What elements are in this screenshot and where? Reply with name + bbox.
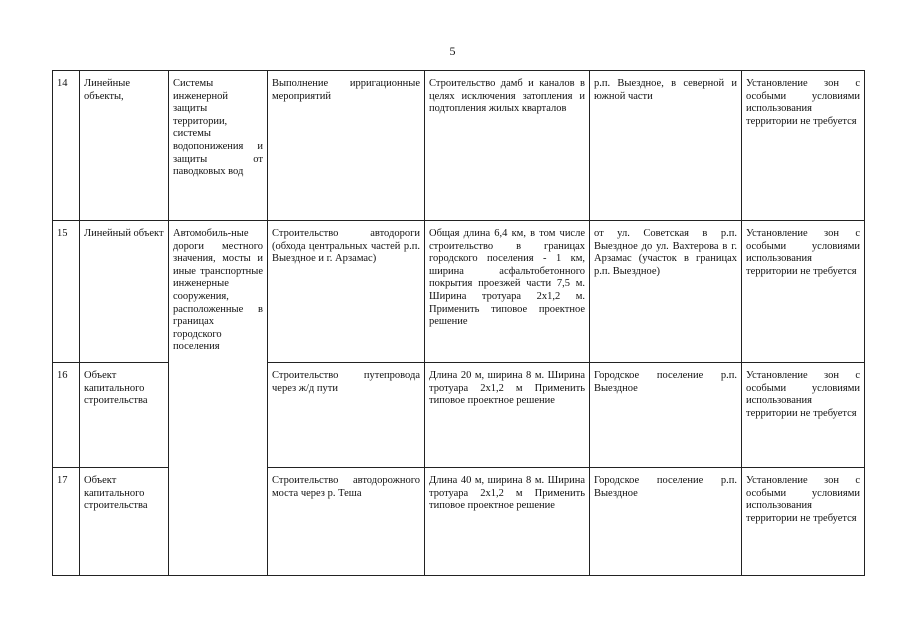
object-location: р.п. Выездное, в северной и южной части (590, 71, 742, 221)
page-number: 5 (449, 44, 456, 58)
object-description: Длина 20 м, ширина 8 м. Ширина тротуара 2х1,2 м Применить типовое проектное решение (425, 363, 590, 468)
table-row (53, 221, 865, 363)
object-description: Строительство дамб и каналов в целях исключения затопления и подтопления жилых кварталов (425, 71, 590, 221)
object-location: Городское поселение р.п. Выездное (590, 363, 742, 468)
object-purpose: Строительство путепровода через ж/д пути (268, 363, 425, 468)
table-row (53, 71, 865, 221)
object-location: Городское поселение р.п. Выездное (590, 468, 742, 576)
object-zones: Установление зон с особыми условиями использования территории не требуется (742, 221, 865, 363)
object-zones: Установление зон с особыми условиями использования территории не требуется (742, 468, 865, 576)
object-type: Объект капитального строительства (80, 468, 169, 576)
object-type: Линейный объект (80, 221, 169, 363)
object-type: Объект капитального строительства (80, 363, 169, 468)
object-location: от ул. Советская в р.п. Выездное до ул. Вахтерова в г. Арзамас (участок в границах р.п. Выездное) (590, 221, 742, 363)
object-zones: Установление зон с особыми условиями использования территории не требуется (742, 363, 865, 468)
object-zones: Установление зон с особыми условиями использования территории не требуется (742, 71, 865, 221)
object-category: Автомобиль-ные дороги местного значения, мосты и иные транспортные инженерные сооружения, расположенные в границах городского поселения (169, 221, 268, 576)
object-purpose: Выполнение ирригационные мероприятий (268, 71, 425, 221)
object-purpose: Строительство автодороги (обхода центральных частей р.п. Выездное и г. Арзамас) (268, 221, 425, 363)
object-description: Длина 40 м, ширина 8 м. Ширина тротуара 2х1,2 м Применить типовое проектное решение (425, 468, 590, 576)
row-number: 16 (53, 363, 80, 468)
row-number: 17 (53, 468, 80, 576)
object-purpose: Строительство автодорожного моста через р. Теша (268, 468, 425, 576)
row-number: 15 (53, 221, 80, 363)
objects-table (52, 70, 865, 576)
row-number: 14 (53, 71, 80, 221)
object-type: Линейные объекты, (80, 71, 169, 221)
object-description: Общая длина 6,4 км, в том числе строительство в границах городского поселения - 1 км, ширина асфальтобетонного покрытия проезжей части 7,5 м. Ширина тротуара 2х1,2 м. Применить типовое проектное решение (425, 221, 590, 363)
object-category: Системы инженерной защиты территории, системы водопонижения и защиты от паводковых вод (169, 71, 268, 221)
